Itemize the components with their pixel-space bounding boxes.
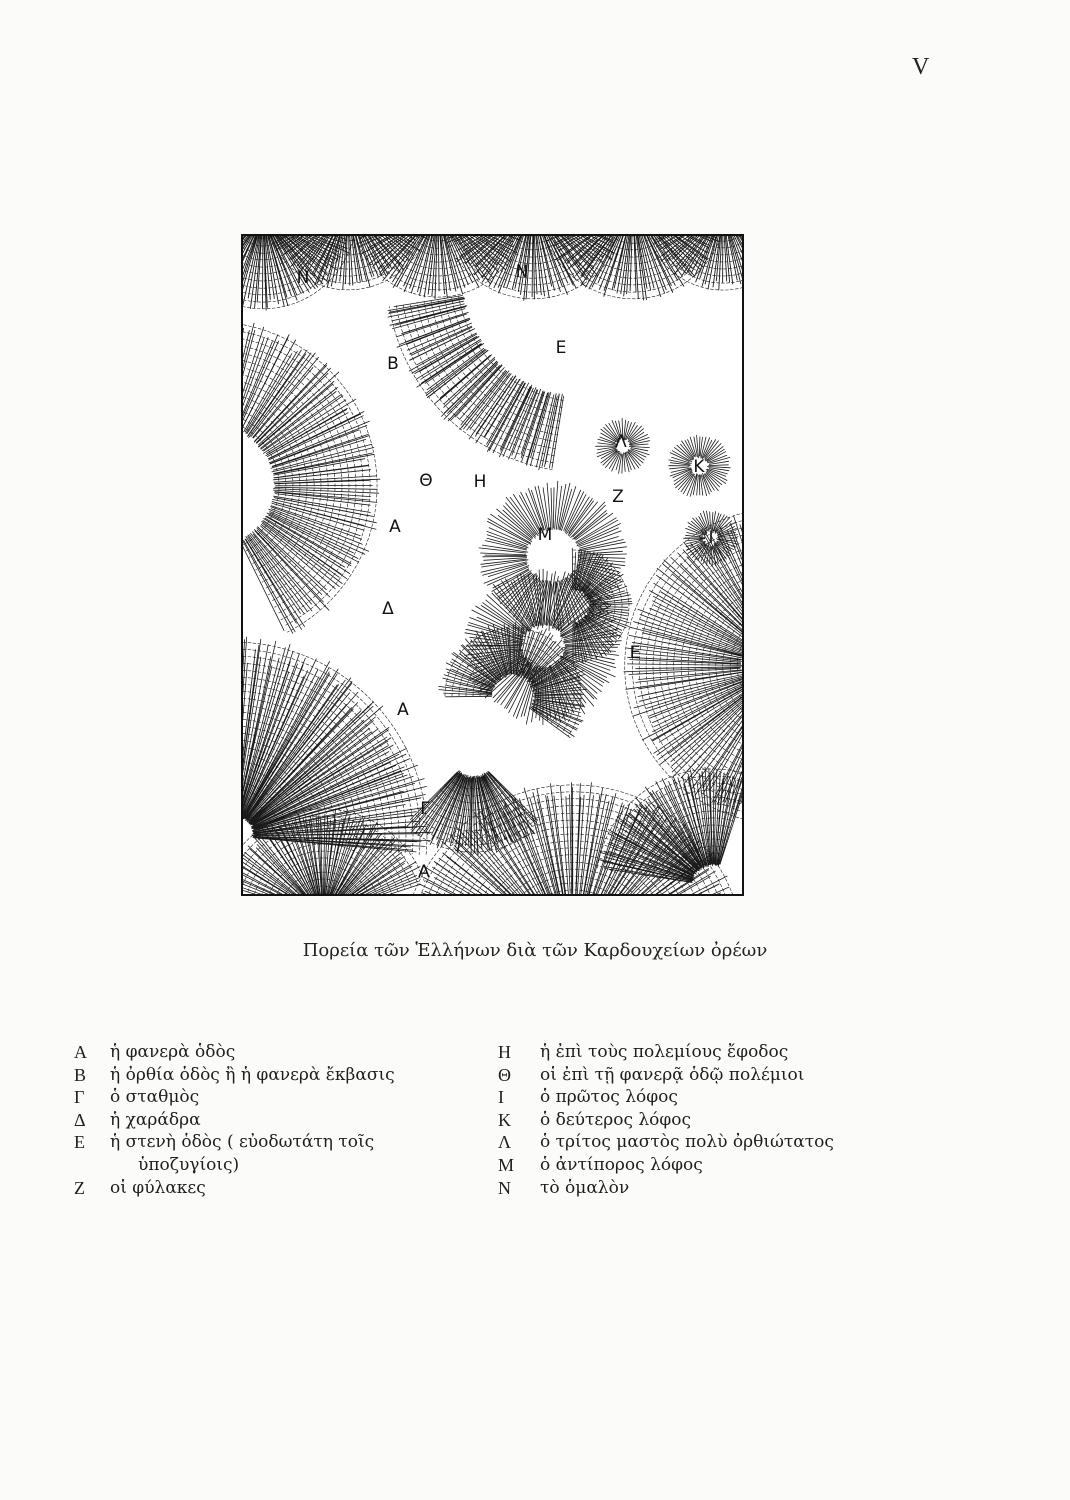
map-label-a-lower: Α: [418, 862, 430, 882]
legend-item-k: Κ ὁ δεύτερος λόφος: [498, 1109, 692, 1130]
map-label-a-middle: Α: [397, 700, 409, 720]
hill-hachure: [597, 767, 742, 882]
map-label-iota: Ι: [708, 528, 714, 548]
legend-item-e: Ε ἡ στενὴ ὁδὸς ( εὐοδωτάτη τοῖς: [74, 1132, 375, 1153]
legend-item-m: Μ ὁ ἀντίπορος λόφος: [498, 1154, 703, 1175]
map-label-b: Β: [387, 354, 399, 374]
hill-hachure: [648, 236, 743, 290]
map-label-eta: Η: [473, 472, 487, 492]
page-number: V: [912, 54, 930, 80]
legend-item-iota: Ι ὁ πρῶτος λόφος: [498, 1087, 678, 1108]
hill-hachure: [243, 320, 380, 633]
map-label-theta: Θ: [419, 471, 433, 491]
map-label-zeta: Ζ: [612, 487, 624, 507]
map-label-k: Κ: [693, 457, 705, 477]
map-figure: [241, 234, 744, 896]
legend-item-z: Ζ οἱ φύλακες: [74, 1177, 206, 1198]
legend-item-eta: Η ἡ ἐπὶ τοὺς πολεμίους ἔφοδος: [498, 1042, 789, 1062]
legend-item-theta: Θ οἱ ἐπὶ τῇ φανερᾷ ὁδῷ πολέμιοι: [498, 1064, 805, 1085]
legend-left-column: [74, 1042, 494, 1200]
map-label-gamma: Γ: [420, 799, 430, 819]
map-label-n-right: Ν: [515, 262, 529, 282]
legend-item-e-continued: ὑποζυγίοις): [138, 1154, 240, 1175]
terrain-hachures: [243, 236, 742, 894]
legend-item-b: Β ἡ ὀρθία ὁδὸς ἢ ἡ φανερὰ ἔκβασις: [74, 1064, 395, 1085]
map-label-lambda: Λ: [615, 432, 627, 452]
map-label-e-top: Ε: [555, 338, 567, 358]
legend-item-n: Ν τὸ ὁμαλὸν: [498, 1177, 630, 1198]
legend-item-d: Δ ἡ χαράδρα: [74, 1109, 201, 1130]
legend-right-column: [498, 1042, 938, 1200]
hill-hachure: [243, 637, 431, 855]
map-label-a-upper: Α: [389, 517, 401, 537]
map-label-e-mid: Ε: [629, 643, 641, 663]
figure-caption: Πορεία τῶν Ἑλλήνων διὰ τῶν Καρδουχείων ὀρέων: [302, 940, 768, 961]
map-label-m: Μ: [537, 525, 553, 545]
map-label-n-left: Ν: [296, 268, 310, 288]
legend-item-a: Α ἡ φανερὰ ὁδὸς: [74, 1042, 236, 1062]
legend-item-g: Γ ὁ σταθμὸς: [74, 1087, 200, 1108]
legend-item-lambda: Λ ὁ τρίτος μαστὸς πολὺ ὀρθιώτατος: [498, 1132, 834, 1153]
map-label-delta: Δ: [382, 599, 394, 619]
hill-hachure: [388, 296, 564, 470]
